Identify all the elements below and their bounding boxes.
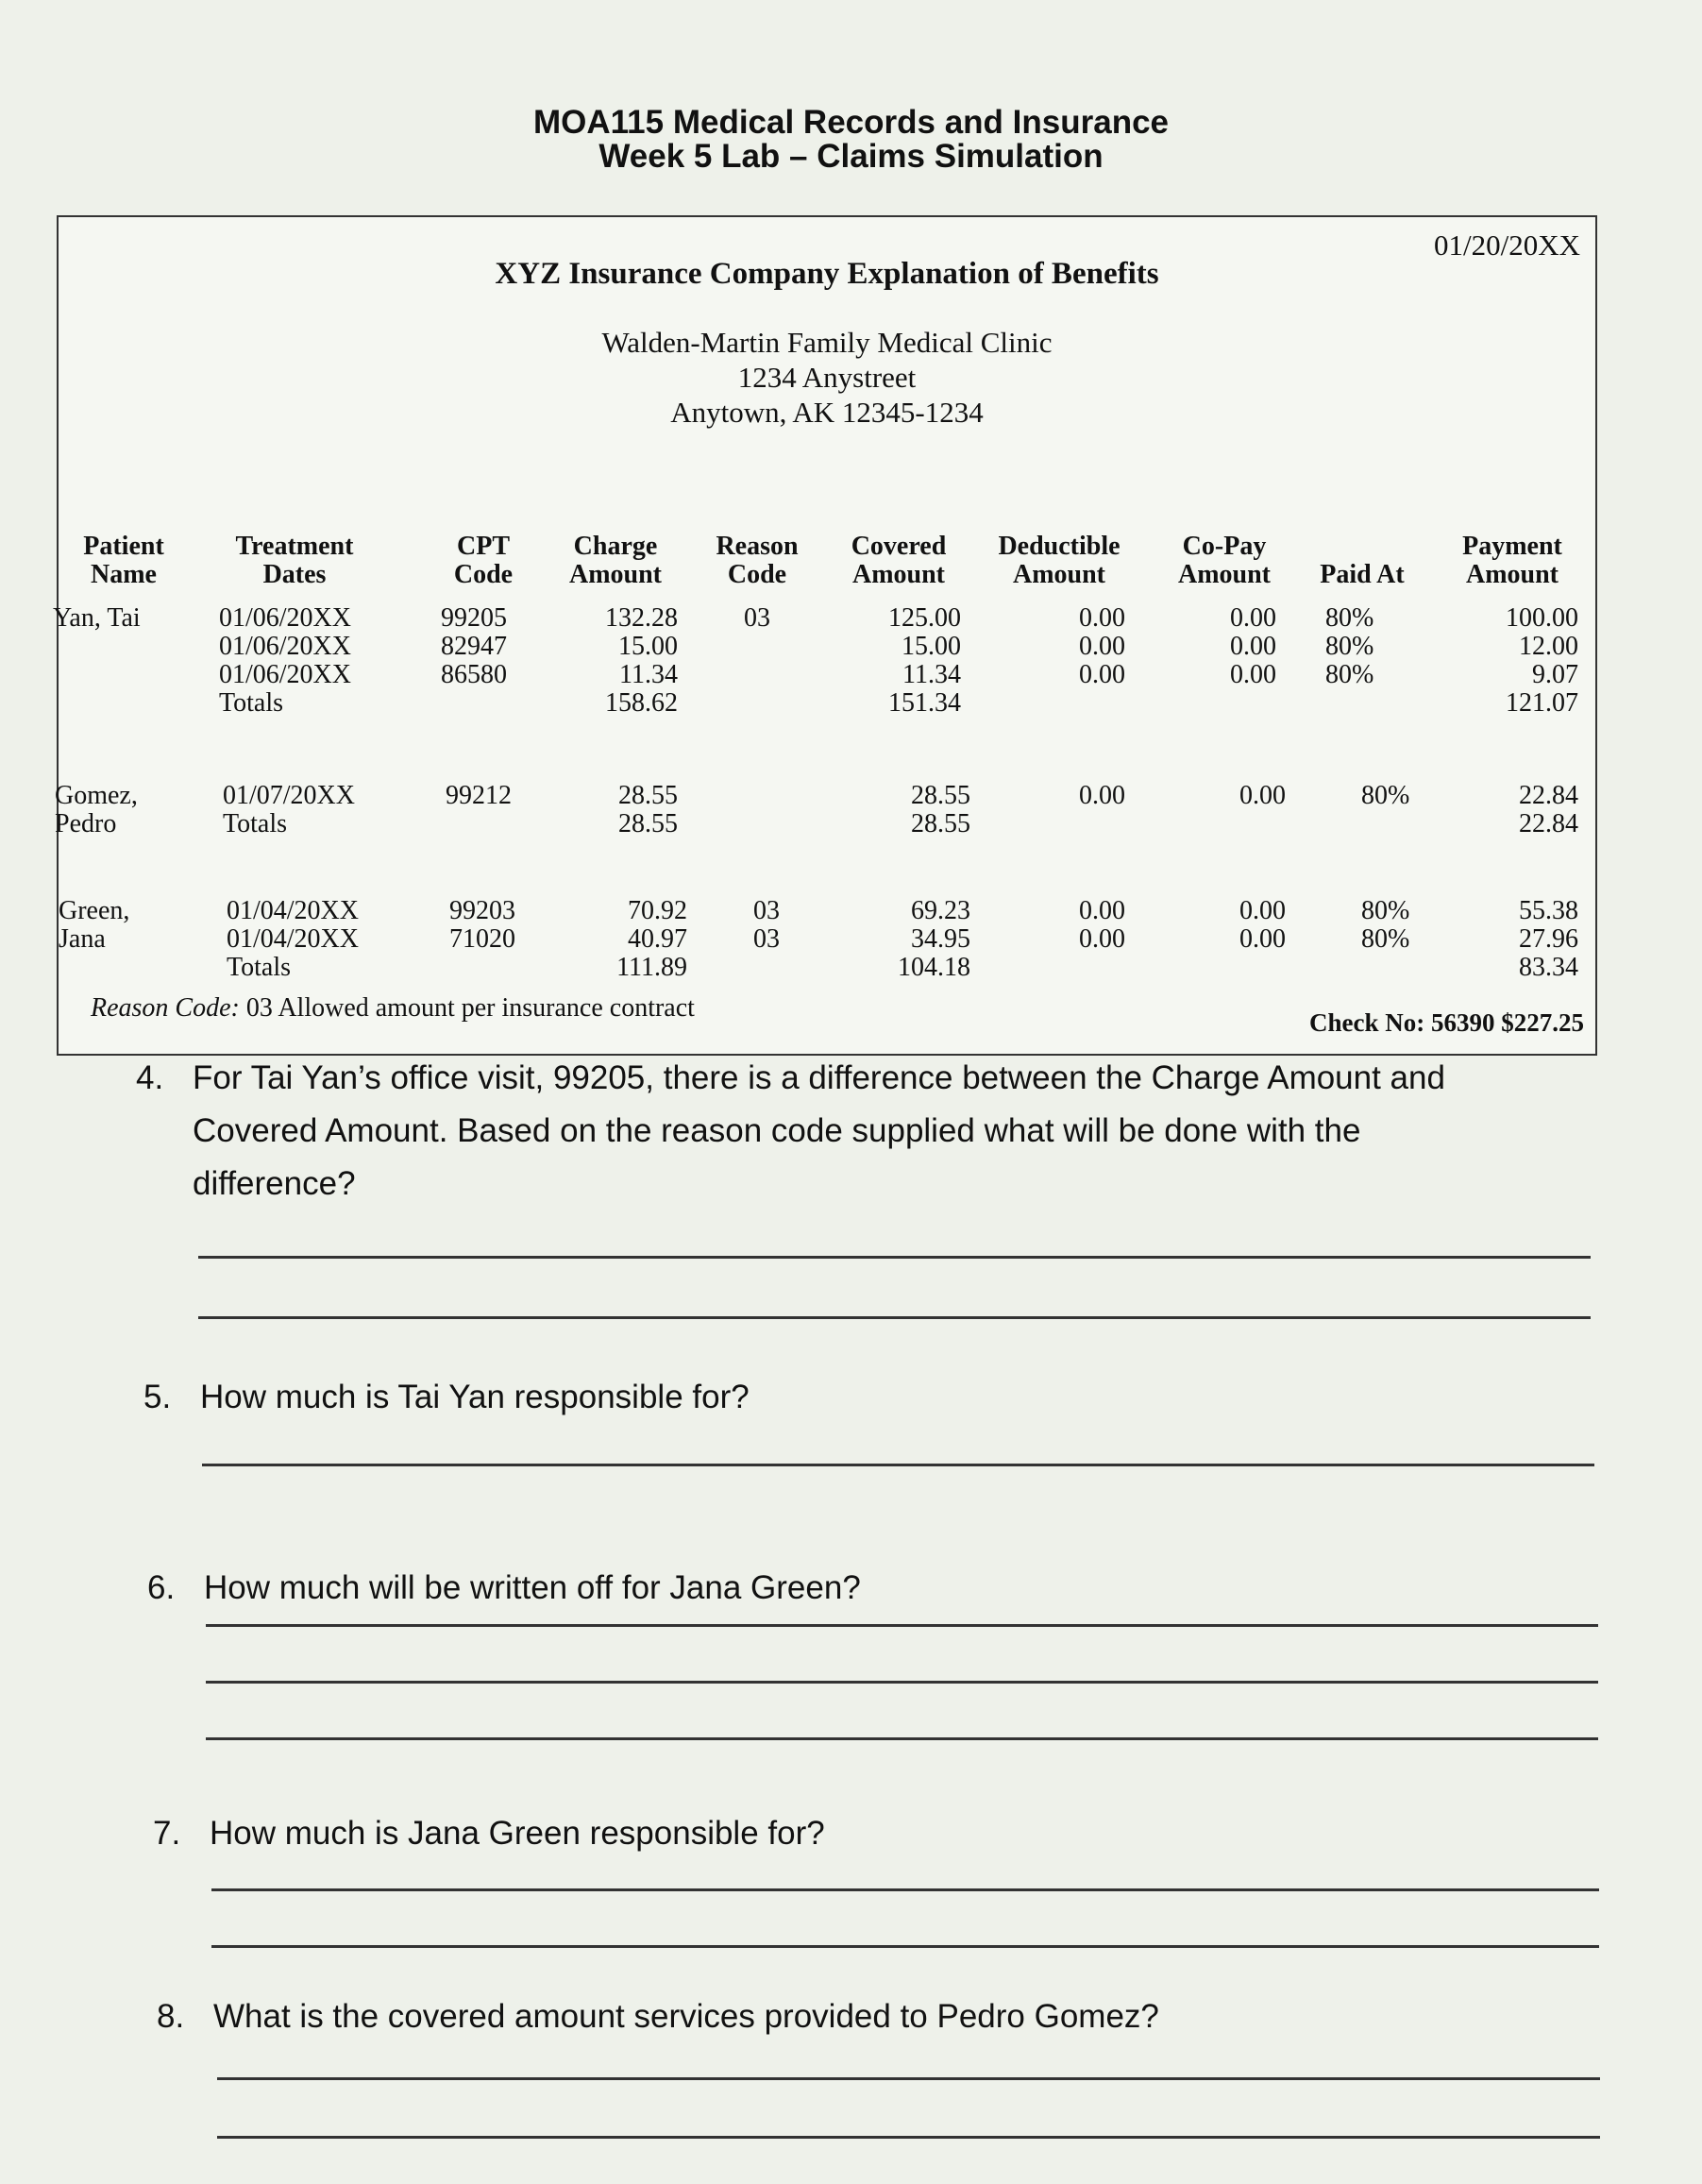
cpt-codes: 99212 <box>446 781 512 810</box>
col-header-paid-at: Paid At <box>1320 560 1405 589</box>
deductible-amounts: 0.00 0.00 <box>1079 896 1125 954</box>
col-header-covered-amount: Covered Amount <box>851 532 947 589</box>
answer-line[interactable] <box>217 2136 1600 2139</box>
question-7: 7. How much is Jana Green responsible for? <box>153 1815 825 1852</box>
copay-amounts: 0.00 0.00 0.00 <box>1230 603 1276 689</box>
clinic-street: 1234 Anystreet <box>737 361 917 394</box>
paid-at-values: 80% 80% 80% <box>1325 603 1374 689</box>
charge-amounts: 28.55 28.55 <box>618 781 678 838</box>
answer-line[interactable] <box>206 1681 1598 1684</box>
answer-line[interactable] <box>217 2077 1600 2080</box>
col-header-patient-name: Patient Name <box>83 532 164 589</box>
patient-name: Green, Jana <box>59 896 130 954</box>
lab-title: Week 5 Lab – Claims Simulation <box>598 138 1104 175</box>
reason-codes: 03 03 <box>753 896 780 954</box>
paid-at-values: 80% 80% <box>1361 896 1410 954</box>
eob-document <box>53 215 1597 1056</box>
course-title: MOA115 Medical Records and Insurance <box>532 104 1169 141</box>
col-header-payment-amount: Payment Amount <box>1462 532 1562 589</box>
answer-line[interactable] <box>198 1256 1591 1259</box>
covered-amounts: 69.23 34.95 104.18 <box>898 896 970 982</box>
check-number: Check No: 56390 $227.25 <box>1309 1008 1584 1037</box>
treatment-dates: 01/07/20XX Totals <box>223 781 355 838</box>
reason-codes: 03 <box>744 603 770 633</box>
question-5: 5. How much is Tai Yan responsible for? <box>143 1379 750 1415</box>
clinic-name: Walden-Martin Family Medical Clinic <box>601 326 1053 359</box>
copay-amounts: 0.00 0.00 <box>1239 896 1286 954</box>
eob-title: XYZ Insurance Company Explanation of Benefits <box>495 257 1159 291</box>
reason-code-label: Reason Code: <box>91 993 240 1023</box>
col-header-cpt-code: CPT Code <box>453 532 514 589</box>
paid-at-values: 80% <box>1361 781 1410 810</box>
col-header-treatment-dates: Treatment Dates <box>235 532 354 589</box>
patient-name: Yan, Tai <box>53 603 141 633</box>
clinic-address <box>59 325 1595 430</box>
clinic-city: Anytown, AK 12345-1234 <box>670 396 984 429</box>
page-header <box>0 106 1702 174</box>
question-4: 4. For Tai Yan’s office visit, 99205, there is a difference between the Charge Amount and Covered Amount. Based on the reason code supplied what will be done with the difference? <box>136 1059 1445 1202</box>
charge-amounts: 70.92 40.97 111.89 <box>616 896 687 982</box>
question-8: 8. What is the covered amount services provided to Pedro Gomez? <box>157 1998 1159 2035</box>
deductible-amounts: 0.00 0.00 0.00 <box>1079 603 1125 689</box>
answer-line[interactable] <box>206 1737 1598 1740</box>
answer-line[interactable] <box>211 1888 1599 1891</box>
col-header-copay-amount: Co-Pay Amount <box>1177 532 1271 589</box>
patient-name: Gomez, Pedro <box>55 781 138 838</box>
answer-line[interactable] <box>206 1624 1598 1627</box>
charge-amounts: 132.28 15.00 11.34 158.62 <box>605 603 678 718</box>
deductible-amounts: 0.00 <box>1079 781 1125 810</box>
question-6: 6. How much will be written off for Jana Green? <box>147 1569 861 1606</box>
reason-code-note <box>91 993 695 1024</box>
eob-date: 01/20/20XX <box>1434 229 1580 262</box>
covered-amounts: 125.00 15.00 11.34 151.34 <box>888 603 961 718</box>
col-header-deductible-amount: Deductible Amount <box>998 532 1121 589</box>
reason-code-text: 03 Allowed amount per insurance contract <box>245 993 695 1023</box>
answer-line[interactable] <box>211 1945 1599 1948</box>
answer-line[interactable] <box>202 1464 1594 1466</box>
copay-amounts: 0.00 <box>1239 781 1286 810</box>
treatment-dates: 01/06/20XX 01/06/20XX 01/06/20XX Totals <box>219 603 351 718</box>
cpt-codes: 99205 82947 86580 <box>441 603 507 689</box>
col-header-reason-code: Reason Code <box>716 532 799 589</box>
payment-amounts: 100.00 12.00 9.07 121.07 <box>1506 603 1578 718</box>
col-header-charge-amount: Charge Amount <box>568 532 662 589</box>
covered-amounts: 28.55 28.55 <box>911 781 970 838</box>
payment-amounts: 22.84 22.84 <box>1519 781 1578 838</box>
treatment-dates: 01/04/20XX 01/04/20XX Totals <box>227 896 359 982</box>
payment-amounts: 55.38 27.96 83.34 <box>1519 896 1578 982</box>
cpt-codes: 99203 71020 <box>449 896 515 954</box>
answer-line[interactable] <box>198 1316 1591 1319</box>
